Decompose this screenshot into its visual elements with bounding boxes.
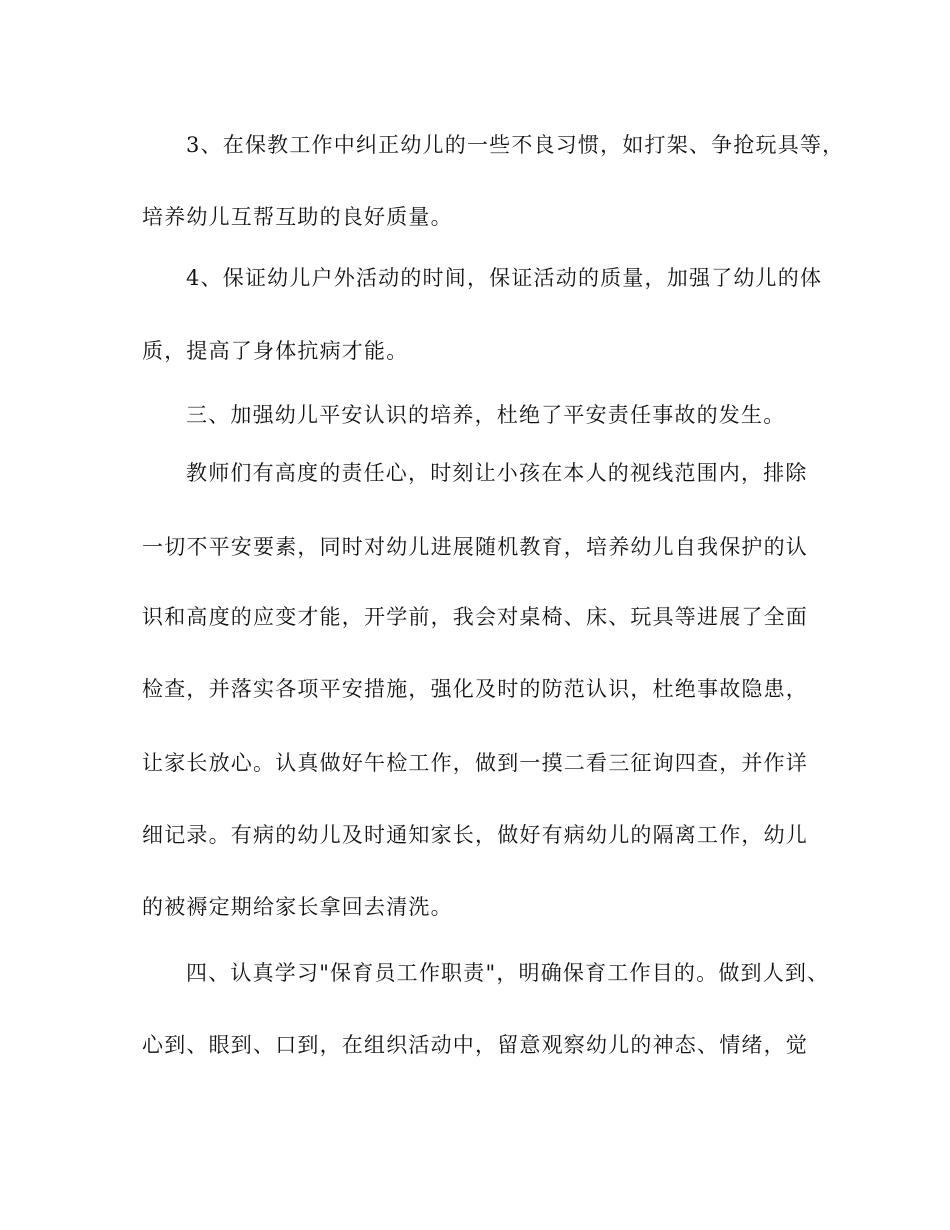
section-heading: 四、认真学习"保育员工作职责"，明确保育工作目的。做到人到、 xyxy=(186,961,830,985)
text-line: 教师们有高度的责任心，时刻让小孩在本人的视线范围内，排除 xyxy=(186,461,808,485)
text-line: 的被褥定期给家长拿回去清洗。 xyxy=(142,895,453,919)
section-heading: 三、加强幼儿平安认识的培养，杜绝了平安责任事故的发生。 xyxy=(186,403,786,427)
text-line: 检查，并落实各项平安措施，强化及时的防范认识，杜绝事故隐患， xyxy=(142,677,808,701)
text-line: 质，提高了身体抗病才能。 xyxy=(142,339,409,363)
text-line: 4、保证幼儿户外活动的时间，保证活动的质量，加强了幼儿的体 xyxy=(186,266,823,290)
text-line: 培养幼儿互帮互助的良好质量。 xyxy=(142,205,453,229)
text-line: 3、在保教工作中纠正幼儿的一些不良习惯，如打架、争抢玩具等， xyxy=(186,133,845,157)
text-line: 识和高度的应变才能，开学前，我会对桌椅、床、玩具等进展了全面 xyxy=(142,605,808,629)
text-line: 细记录。有病的幼儿及时通知家长，做好有病幼儿的隔离工作，幼儿 xyxy=(142,823,808,847)
text-line: 心到、眼到、口到，在组织活动中，留意观察幼儿的神态、情绪，觉 xyxy=(142,1033,808,1057)
text-line: 一切不平安要素，同时对幼儿进展随机教育，培养幼儿自我保护的认 xyxy=(142,535,808,559)
text-line: 让家长放心。认真做好午检工作，做到一摸二看三征询四查，并作详 xyxy=(142,751,808,775)
